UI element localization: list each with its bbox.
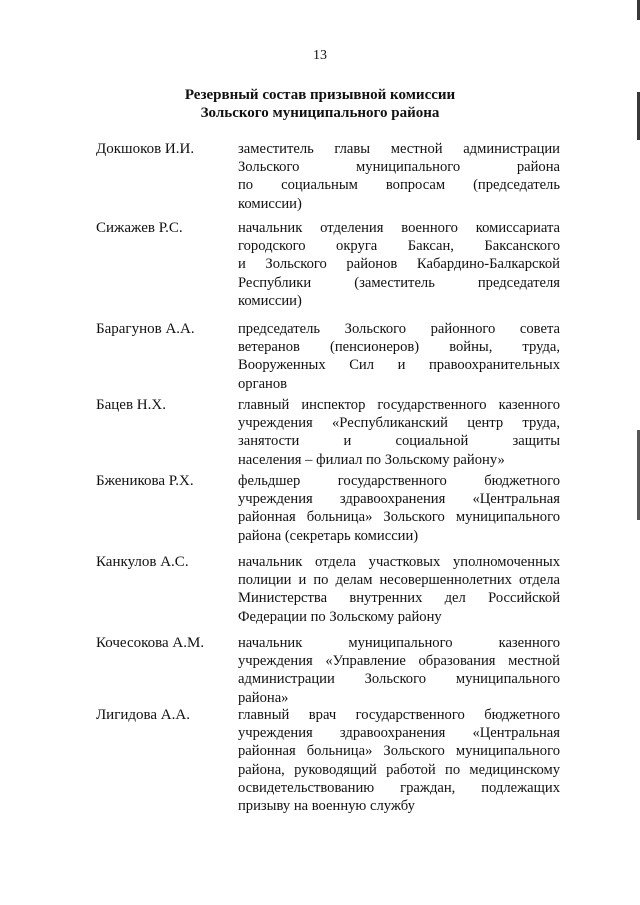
title-line-1: Резервный состав призывной комиссии	[184, 87, 456, 103]
member-name: Бацев Н.Х.	[96, 397, 166, 413]
role-line: главный инспектор государственного казенного	[238, 397, 560, 413]
member-row	[96, 219, 560, 310]
member-row	[96, 140, 560, 213]
member-row	[96, 553, 560, 626]
role-line: Республики (заместитель председателя	[238, 274, 560, 291]
role-line: Министерства внутренних дел Российской	[238, 590, 560, 607]
role-line: районная больница» Зольского муниципального	[238, 509, 560, 526]
member-row	[96, 320, 560, 393]
role-line: органов	[238, 375, 288, 392]
role-line: районная больница» Зольского муниципального	[238, 743, 560, 760]
member-row	[96, 396, 560, 469]
member-role	[238, 219, 560, 310]
role-line: учреждения «Республиканский центр труда,	[238, 415, 560, 432]
role-line: полиции и по делам несовершеннолетних отдела	[238, 572, 560, 589]
role-line: учреждения здравоохранения «Центральная	[238, 725, 560, 742]
role-line: главный врач государственного бюджетного	[238, 707, 560, 723]
role-line: района»	[238, 689, 289, 706]
member-name: Бженикова Р.Х.	[96, 473, 194, 489]
role-line: района (секретарь комиссии)	[238, 527, 419, 544]
role-line: и Зольского районов Кабардино-Балкарской	[238, 256, 560, 273]
member-role	[238, 140, 560, 213]
role-line: начальник муниципального казенного	[238, 635, 560, 651]
role-line: начальник отделения военного комиссариата	[238, 220, 560, 236]
role-line: освидетельствованию граждан, подлежащих	[238, 779, 560, 796]
role-line: учреждения здравоохранения «Центральная	[238, 491, 560, 508]
role-line: комиссии)	[238, 195, 302, 212]
member-row	[96, 634, 560, 707]
member-name: Кочесокова А.М.	[96, 635, 205, 651]
role-line: Вооруженных Сил и правоохранительных	[238, 357, 560, 374]
role-line: Зольского муниципального района	[238, 159, 560, 176]
role-line: комиссии)	[238, 292, 302, 309]
role-line: председатель Зольского районного совета	[238, 321, 560, 337]
role-line: начальник отдела участковых уполномоченных	[238, 554, 560, 570]
member-role	[238, 396, 560, 469]
member-role	[238, 634, 560, 707]
page-number: 13	[313, 48, 327, 63]
role-line: района, руководящий работой по медицинскому	[238, 761, 560, 778]
role-line: фельдшер государственного бюджетного	[238, 473, 560, 489]
member-name: Канкулов А.С.	[96, 554, 189, 570]
role-line: ветеранов (пенсионеров) войны, труда,	[238, 339, 560, 356]
member-role	[238, 553, 560, 626]
member-name: Барагунов А.А.	[96, 321, 195, 337]
member-name: Лигидова А.А.	[96, 707, 190, 723]
role-line: заместитель главы местной администрации	[238, 141, 560, 157]
role-line: Федерации по Зольскому району	[238, 608, 442, 625]
role-line: администрации Зольского муниципального	[238, 671, 560, 688]
role-line: учреждения «Управление образования местной	[238, 653, 560, 670]
member-row	[96, 706, 560, 815]
member-name: Докшоков И.И.	[96, 141, 195, 157]
role-line: городского округа Баксан, Баксанского	[238, 238, 560, 255]
document-title	[0, 86, 640, 122]
member-role	[238, 320, 560, 393]
role-line: населения – филиал по Зольскому району»	[238, 451, 505, 468]
role-line: призыву на военную службу	[238, 798, 415, 815]
role-line: по социальным вопросам (председатель	[238, 177, 560, 194]
member-role	[238, 706, 560, 815]
member-name: Сижажев Р.С.	[96, 220, 183, 236]
member-row	[96, 472, 560, 545]
role-line: занятости и социальной защиты	[238, 433, 560, 450]
title-line-2: Зольского муниципального района	[200, 105, 440, 121]
member-role	[238, 472, 560, 545]
